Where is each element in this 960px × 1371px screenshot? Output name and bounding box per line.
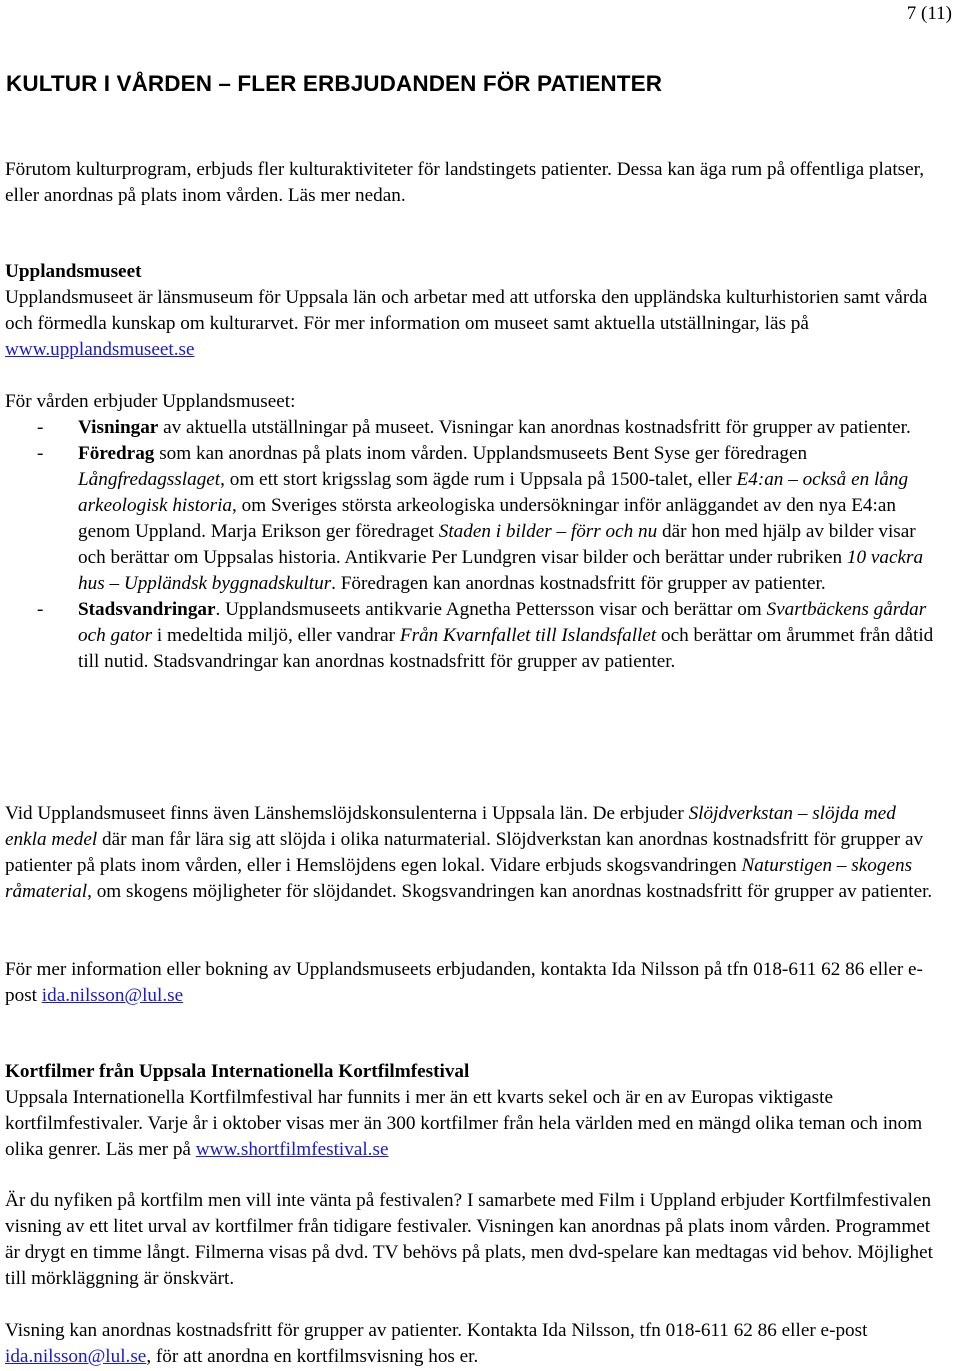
offer-item-stadsvandringar	[5, 597, 935, 675]
slojd-paragraph	[5, 801, 935, 905]
upplandsmuseet-contact	[5, 957, 935, 1009]
contact-text: , för att anordna en kortfilmsvisning hos er.	[146, 1346, 479, 1367]
slojd-title: Naturstigen – skogens råmaterial	[5, 855, 913, 902]
slojd-title: Slöjdverkstan – slöjda med enkla medel	[5, 803, 896, 850]
foredrag-text: där hon med hjälp av bilder visar och berättar om Uppsalas historia. Antikvarie Per Lundgren visar bilder och berättar under rubriken	[78, 521, 916, 568]
intro-paragraph: Förutom kulturprogram, erbjuds fler kulturaktiviteter för landstingets patienter. Dessa kan äga rum på offentliga platser, eller anordnas på plats inom vården. Läs mer nedan.	[5, 159, 925, 206]
foredrag-text: , om Sveriges största arkeologiska undersökningar inför anläggandet av den nya E4:an genom Uppland. Marja Erikson ger föredraget	[78, 495, 896, 542]
stadsvandringar-label: Stadsvandringar	[78, 599, 216, 620]
stadsvandringar-text: . Upplandsmuseets antikvarie Agnetha Pettersson visar och berättar om	[215, 599, 767, 620]
kortfilmer-heading: Kortfilmer från Uppsala Internationella Kortfilmfestival	[5, 1061, 470, 1082]
foredrag-title: E4:an – också en lång arkeologisk historia	[78, 469, 909, 516]
foredrag-text: . Föredragen kan anordnas kostnadsfritt för grupper av patienter.	[331, 573, 826, 594]
upplandsmuseet-section	[5, 259, 935, 363]
shortfilmfestival-link[interactable]: www.shortfilmfestival.se	[195, 1139, 389, 1160]
stadsvandringar-text: och berättar om årummet från dåtid till nutid. Stadsvandringar kan anordnas kostnadsfritt för grupper av patienter.	[78, 625, 934, 672]
foredrag-text: , om ett stort krigsslag som ägde rum i Uppsala på 1500-talet, eller	[220, 469, 737, 490]
foredrag-text: som kan anordnas på plats inom vården. Upplandsmuseets Bent Syse ger föredragen	[154, 443, 808, 464]
stadsvandringar-title: Från Kvarnfallet till Islandsfallet	[399, 625, 657, 646]
bullet-dash: -	[37, 443, 44, 464]
contact-text: För mer information eller bokning av Upplandsmuseets erbjudanden, kontakta Ida Nilsson på tfn 018-611 62 86 eller e-post	[5, 959, 923, 1006]
foredrag-label: Föredrag	[78, 443, 155, 464]
bullet-dash: -	[37, 417, 44, 438]
upplandsmuseet-heading: Upplandsmuseet	[5, 261, 142, 282]
stadsvandringar-text: i medeltida miljö, eller vandrar	[152, 625, 400, 646]
visningar-text: av aktuella utställningar på museet. Visningar kan anordnas kostnadsfritt för grupper av patienter.	[158, 417, 911, 438]
offer-item-visningar	[5, 415, 935, 441]
offer-list	[5, 415, 935, 675]
page-title: KULTUR I VÅRDEN – FLER ERBJUDANDEN FÖR PATIENTER	[6, 71, 663, 96]
foredrag-title: 10 vackra hus – Uppländsk byggnadskultur	[78, 547, 924, 594]
offer-intro: För vården erbjuder Upplandsmuseet:	[5, 391, 296, 412]
visningar-label: Visningar	[78, 417, 159, 438]
foredrag-title: Långfredagsslaget	[78, 469, 221, 490]
slojd-text: där man får lära sig att slöjda i olika naturmaterial. Slöjdverkstan kan anordnas kostnadsfritt för grupper av patienter på plats inom vården, eller i Hemslöjdens egen lokal. Vidare erbjuds skogsvandringen	[5, 829, 924, 876]
kortfilmer-contact	[5, 1318, 935, 1370]
slojd-text: Vid Upplandsmuseet finns även Länshemslöjdskonsulenterna i Uppsala län. De erbjuder	[5, 803, 689, 824]
foredrag-title: Staden i bilder – förr och nu	[438, 521, 658, 542]
bullet-dash: -	[37, 599, 44, 620]
stadsvandringar-title: Svartbäckens gårdar och gator	[78, 599, 927, 646]
kortfilmer-description: Uppsala Internationella Kortfilmfestival har funnits i mer än ett kvarts sekel och är en av Europas viktigaste kortfilmfestivaler. Varje år i oktober visas mer än 300 kortfilmer från hela världen med en mängd olika teman och inom olika genrer. Läs mer på	[5, 1087, 923, 1160]
upplandsmuseet-description: Upplandsmuseet är länsmuseum för Uppsala län och arbetar med att utforska den uppländska kulturhistorien samt vårda och förmedla kunskap om kulturarvet. För mer information om museet samt aktuella utställningar, läs på	[5, 287, 928, 334]
contact-text: Visning kan anordnas kostnadsfritt för grupper av patienter. Kontakta Ida Nilsson, tfn 018-611 62 86 eller e-post	[5, 1320, 868, 1341]
contact-email-link[interactable]: ida.nilsson@lul.se	[41, 985, 184, 1006]
offer-item-foredrag	[5, 441, 935, 597]
slojd-text: , om skogens möjligheter för slöjdandet. Skogsvandringen kan anordnas kostnadsfritt för grupper av patienter.	[87, 881, 933, 902]
kortfilmer-section	[5, 1059, 935, 1163]
page-number: 7 (11)	[906, 3, 952, 24]
upplandsmuseet-link[interactable]: www.upplandsmuseet.se	[5, 339, 195, 360]
contact-email-link[interactable]: ida.nilsson@lul.se	[5, 1346, 147, 1367]
kortfilmer-paragraph: Är du nyfiken på kortfilm men vill inte vänta på festivalen? I samarbete med Film i Uppland erbjuder Kortfilmfestivalen visning av ett litet urval av kortfilmer från tidigare festivaler. Visningen kan anordnas på plats inom vården. Programmet är drygt en timme långt. Filmerna visas på dvd. TV behövs på plats, men dvd-spelare kan medtagas vid behov. Möjlighet till mörkläggning är önskvärt.	[5, 1190, 933, 1289]
